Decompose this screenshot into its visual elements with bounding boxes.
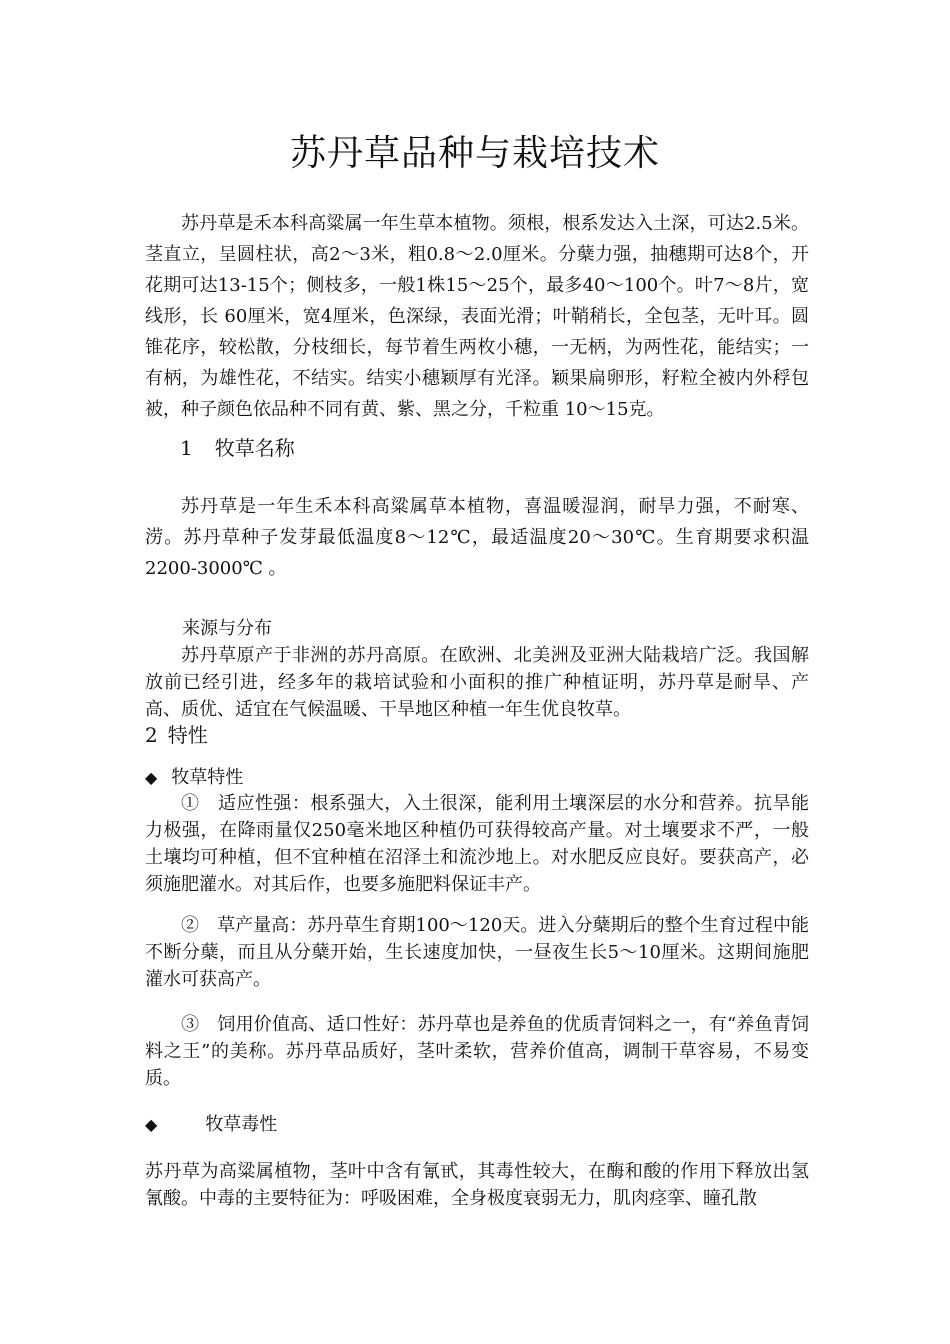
feature-item-3 — [145, 1011, 809, 1092]
section2-title: 特性 — [167, 723, 208, 747]
document-title: 苏丹草品种与栽培技术 — [289, 133, 660, 174]
section2-heading — [145, 720, 208, 750]
features-heading — [145, 763, 243, 793]
section1-heading — [180, 433, 295, 463]
section2-number: 2 — [145, 723, 158, 747]
feature-text-2: ② 草产量高：苏丹草生育期100～120天。进入分蘖期后的整个生育过程中能不断分蘖，而且从分蘖开始，生长速度加快，一昼夜生长5～10厘米。这期间施肥灌水可获高产。 — [145, 915, 809, 990]
origin-text: 苏丹草原产于非洲的苏丹高原。在欧洲、北美洲及亚洲大陆栽培广泛。我国解放前已经引进，经多年的栽培试验和小面积的推广种植证明，苏丹草是耐旱、产高、质优、适宜在气候温暖、干旱地区种植一年生优良牧草。 — [145, 645, 809, 720]
feature-text-3: ③ 饲用价值高、适口性好：苏丹草也是养鱼的优质青饲料之一，有“养鱼青饲料之王”的美称。苏丹草品质好，茎叶柔软，营养价值高，调制干草容易，不易变质。 — [145, 1014, 809, 1089]
toxicity-title: 牧草毒性 — [205, 1114, 278, 1135]
feature-item-2 — [145, 912, 809, 993]
origin-paragraph — [145, 642, 809, 723]
diamond-bullet-icon: ◆ — [145, 1115, 158, 1134]
toxicity-paragraph — [145, 1158, 809, 1212]
toxicity-heading — [145, 1110, 277, 1140]
origin-heading: 来源与分布 — [182, 618, 272, 639]
section1-number: 1 — [180, 436, 193, 460]
features-title: 牧草特性 — [171, 767, 244, 788]
toxicity-text: 苏丹草为高粱属植物，茎叶中含有氰甙，其毒性较大，在酶和酸的作用下释放出氢氰酸。中毒的主要特征为：呼吸困难，全身极度衰弱无力，肌肉痉挛、瞳孔散 — [145, 1161, 809, 1209]
intro-paragraph — [145, 208, 809, 425]
diamond-bullet-icon: ◆ — [145, 768, 158, 787]
feature-text-1: ① 适应性强：根系强大，入土很深，能利用土壤深层的水分和营养。抗旱能力极强，在降雨量仅250毫米地区种植仍可获得较高产量。对土壤要求不严，一般土壤均可种植，但不宜种植在沼泽土和流沙地上。对水肥反应良好。要获高产，必须施肥灌水。对其后作，也要多施肥料保证丰产。 — [145, 793, 809, 895]
section1-title: 牧草名称 — [214, 436, 295, 460]
section1-paragraph — [145, 491, 809, 584]
feature-item-1 — [145, 790, 809, 898]
intro-text: 苏丹草是禾本科高粱属一年生草本植物。须根，根系发达入土深，可达2.5米。茎直立，呈圆柱状，高2～3米，粗0.8～2.0厘米。分蘖力强，抽穗期可达8个，开花期可达13-15个；侧枝多，一般1株15～25个，最多40～100个。叶7～8片，宽线形，长 60厘米，宽4厘米，色深绿，表面光滑；叶鞘稍长，全包茎，无叶耳。圆锥花序，较松散，分枝细长，每节着生两枚小穗，一无柄，为两性花，能结实；一有柄，为雄性花，不结实。结实小穗颖厚有光泽。颖果扁卵形，籽粒全被内外稃包被，种子颜色依品种不同有黄、紫、黑之分，千粒重 10～15克。 — [145, 213, 809, 420]
section1-text: 苏丹草是一年生禾本科高粱属草本植物，喜温暖湿润，耐旱力强，不耐寒、涝。苏丹草种子发芽最低温度8～12℃，最适温度20～30℃。生育期要求积温2200-3000℃ 。 — [145, 496, 809, 579]
